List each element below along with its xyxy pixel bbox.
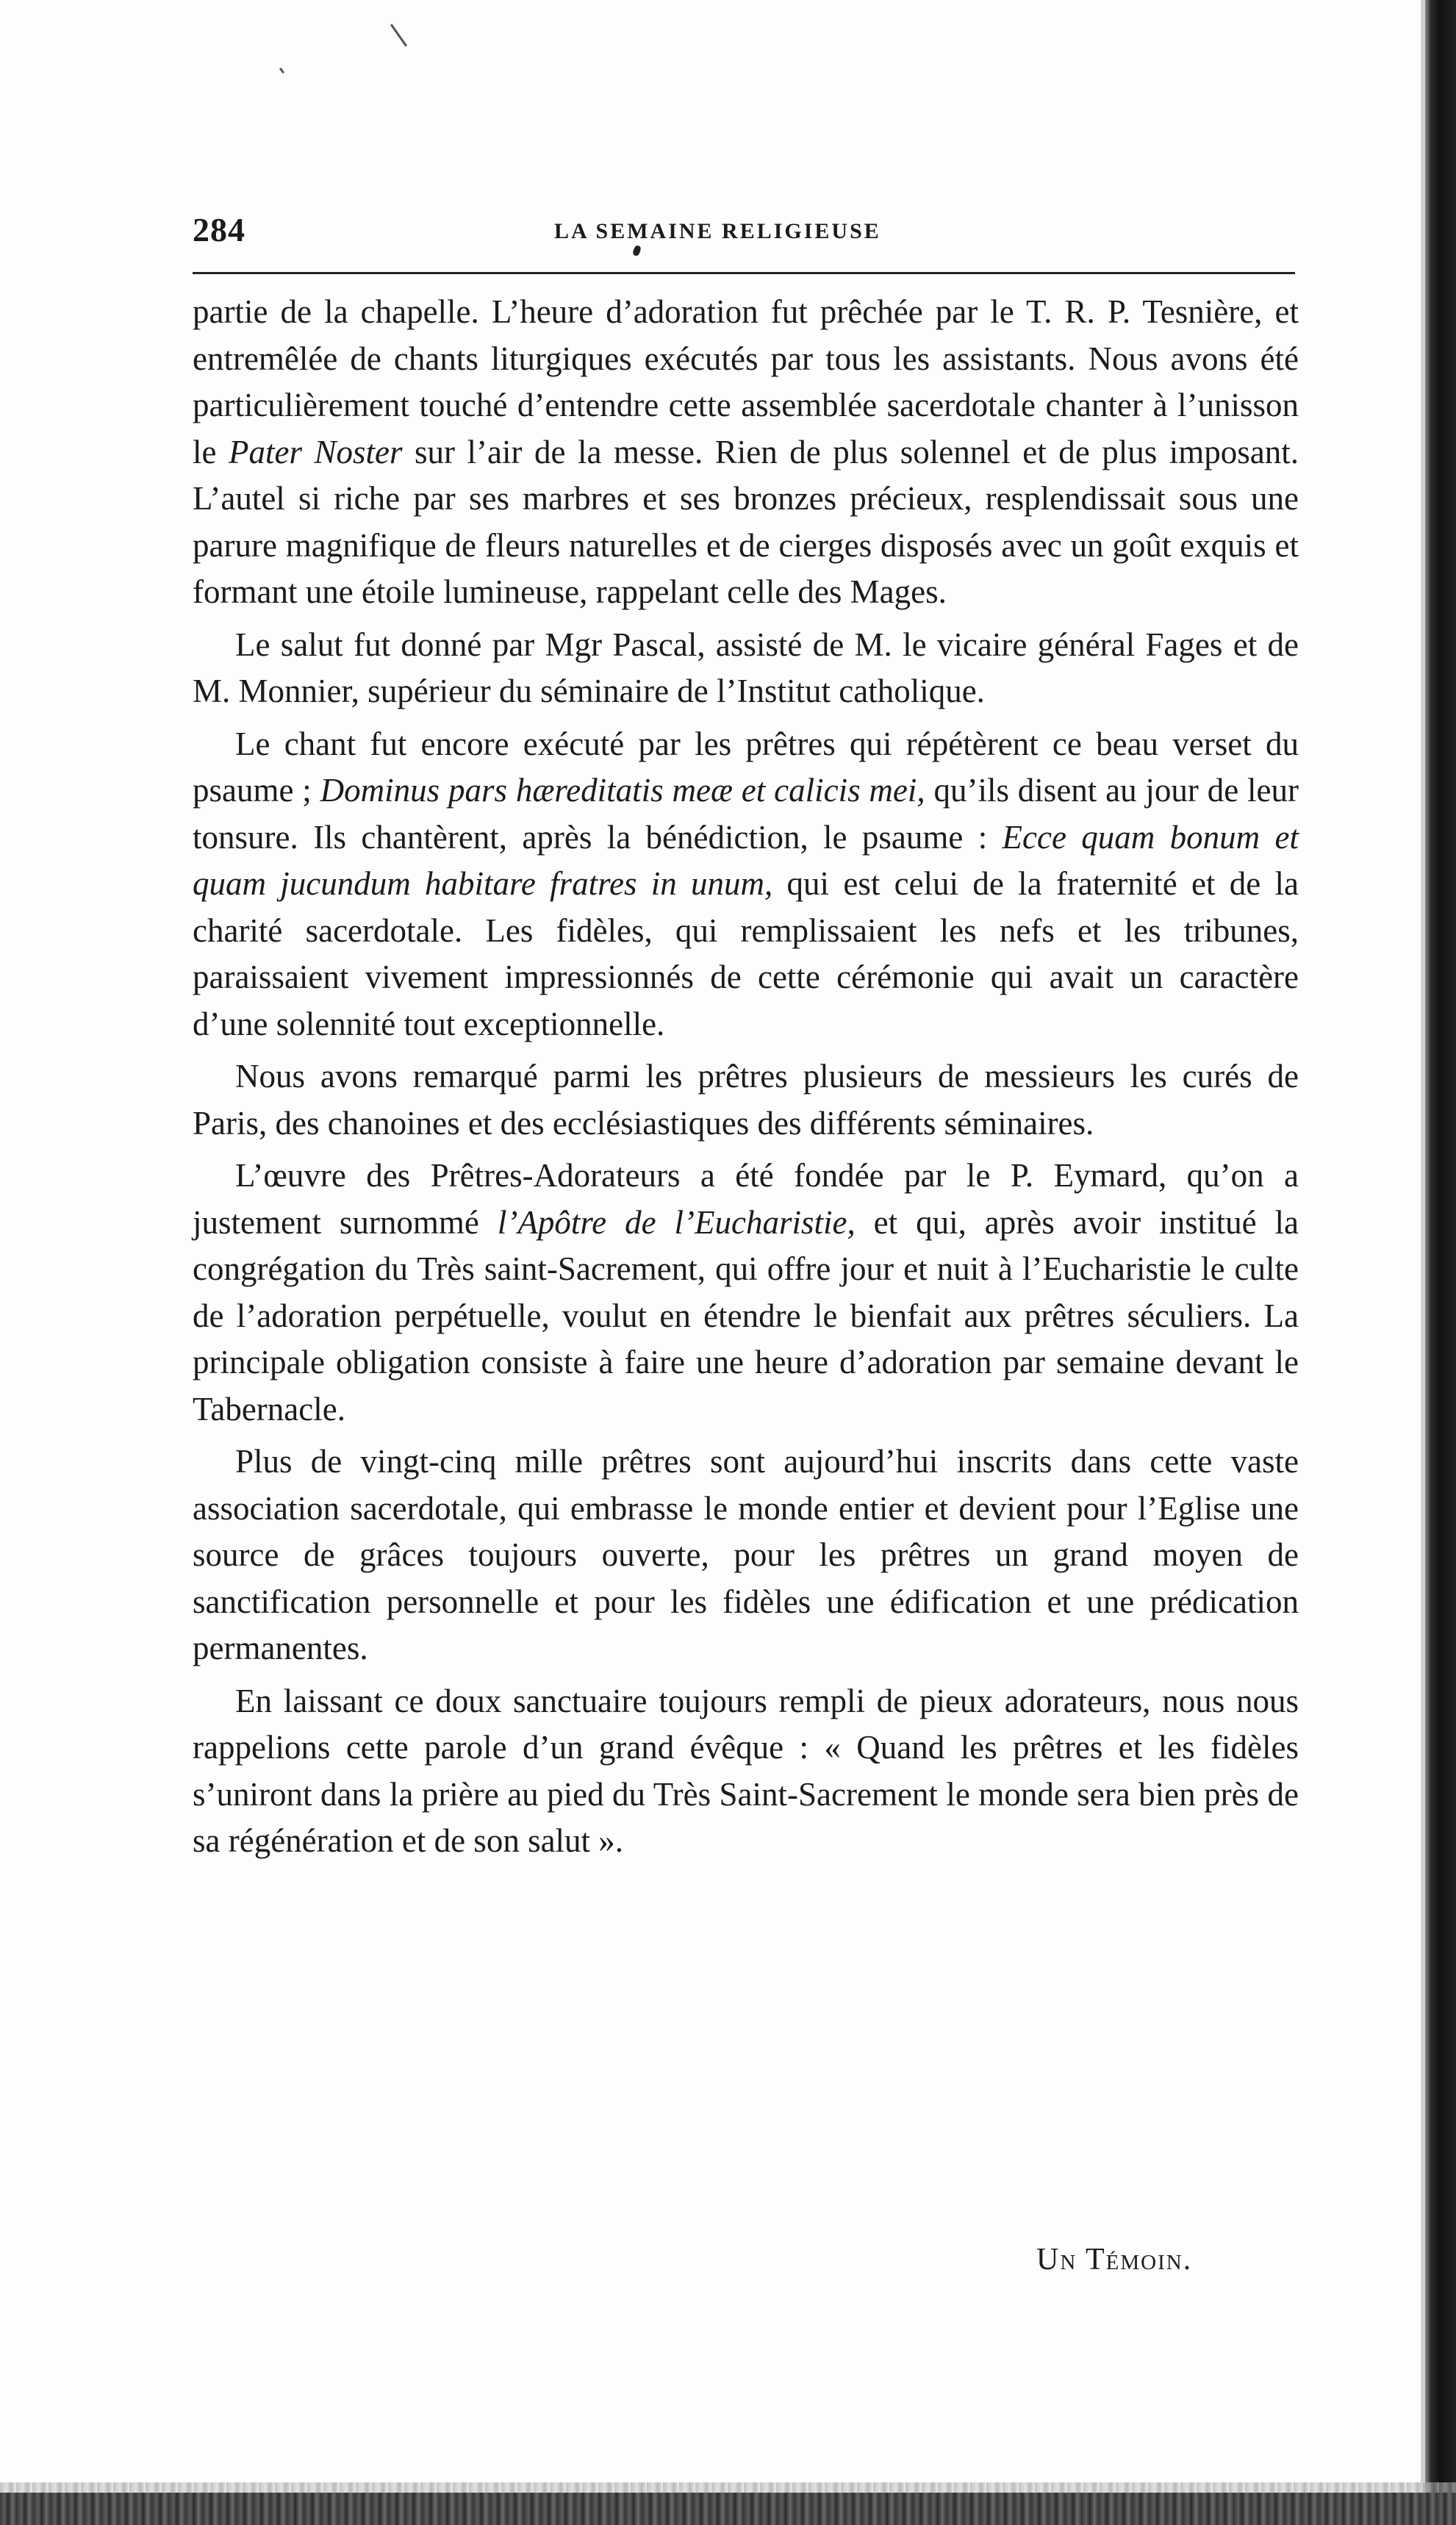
paragraph bbox=[193, 721, 1299, 1048]
header-rule bbox=[193, 272, 1295, 274]
text-run: Le salut fut donné par Mgr Pascal, assisté de M. le vicaire général Fages et de M. Monnier, supérieur du séminaire de l’Institut catholique. bbox=[193, 626, 1299, 709]
text-run: qui est celui de la fraternité et de la charité sacerdotale. Les fidèles, qui remplissaient les nefs et les tribunes, paraissaient vivement impressionnés de cette cérémonie qui avait un caractère d’une solennité tout exceptionnelle. bbox=[193, 865, 1299, 1042]
paragraph bbox=[193, 1053, 1299, 1147]
binding-edge bbox=[1425, 0, 1456, 2525]
stray-mark bbox=[390, 24, 407, 46]
body-text bbox=[193, 289, 1299, 1871]
text-run: Plus de vingt-cinq mille prêtres sont aujourd’hui inscrits dans cette vaste association sacerdotale, qui embrasse le monde entier et devient pour l’Eglise une source de grâces toujours ouverte, pour les prêtres un grand moyen de sanctification personnelle et pour les fidèles une édification et une prédication permanentes. bbox=[193, 1443, 1299, 1666]
text-run: qu’ils disent au jour de leur tonsure. Ils chantèrent, après la bénédiction, le psaume : bbox=[193, 772, 1299, 856]
italic-text: Dominus pars hæreditatis meæ et calicis mei, bbox=[320, 772, 925, 809]
signature: Un Témoin. bbox=[1036, 2243, 1193, 2277]
italic-text: Pater Noster bbox=[229, 433, 403, 470]
text-run: partie de la chapelle. L’heure d’adoration fut prêchée par le T. R. P. Tesnière, et entremêlée de chants liturgiques exécutés par tous les assistants. Nous avons été particulièrement touché d’entendre cette assemblée sacerdotale chanter à l’unisson le bbox=[193, 293, 1299, 470]
paragraph bbox=[193, 289, 1299, 616]
paragraph bbox=[193, 1678, 1299, 1865]
text-run: et qui, après avoir institué la congrégation du Très saint-Sacrement, qui offre jour et nuit à l’Eucharistie le culte de l’adoration perpétuelle, voulut en étendre le bienfait aux prêtres séculiers. La principale obligation consiste à faire une heure d’adoration par semaine devant le Tabernacle. bbox=[193, 1203, 1299, 1428]
paragraph bbox=[193, 1439, 1299, 1672]
page-number: 284 bbox=[193, 211, 245, 248]
paragraph bbox=[193, 1153, 1299, 1433]
italic-text: l’Apôtre de l’Eucharistie, bbox=[497, 1203, 856, 1241]
text-run: Nous avons remarqué parmi les prêtres plusieurs de messieurs les curés de Paris, des chanoines et des ecclésiastiques des différents séminaires. bbox=[193, 1058, 1299, 1142]
bottom-edge bbox=[0, 2493, 1456, 2525]
text-run: L’œuvre des Prêtres-Adorateurs a été fondée par le P. Eymard, qu’on a justement surnommé bbox=[193, 1157, 1299, 1241]
text-run: En laissant ce doux sanctuaire toujours rempli de pieux adorateurs, nous nous rappelions cette parole d’un grand évêque : « Quand les prêtres et les fidèles s’uniront dans la prière au pied du Très Saint-Sacrement le monde sera bien près de sa régénération et de son salut ». bbox=[193, 1682, 1299, 1859]
text-run: sur l’air de la messe. Rien de plus solennel et de plus imposant. L’autel si riche par ses marbres et ses bronzes précieux, resplendissait sous une parure magnifique de fleurs naturelles et de cierges disposés avec un goût exquis et formant une étoile lumineuse, rappelant celle des Mages. bbox=[193, 433, 1299, 610]
text-run: Le chant fut encore exécuté par les prêtres qui répétèrent ce beau verset du psaume ; bbox=[193, 725, 1299, 809]
stray-mark bbox=[279, 68, 284, 74]
paragraph bbox=[193, 622, 1299, 715]
italic-text: Ecce quam bonum et quam jucundum habitare fratres in unum, bbox=[193, 818, 1299, 902]
page-header bbox=[193, 210, 1295, 254]
running-title: LA SEMAINE RELIGIEUSE bbox=[554, 219, 881, 243]
bottom-edge-highlight bbox=[0, 2482, 1456, 2493]
